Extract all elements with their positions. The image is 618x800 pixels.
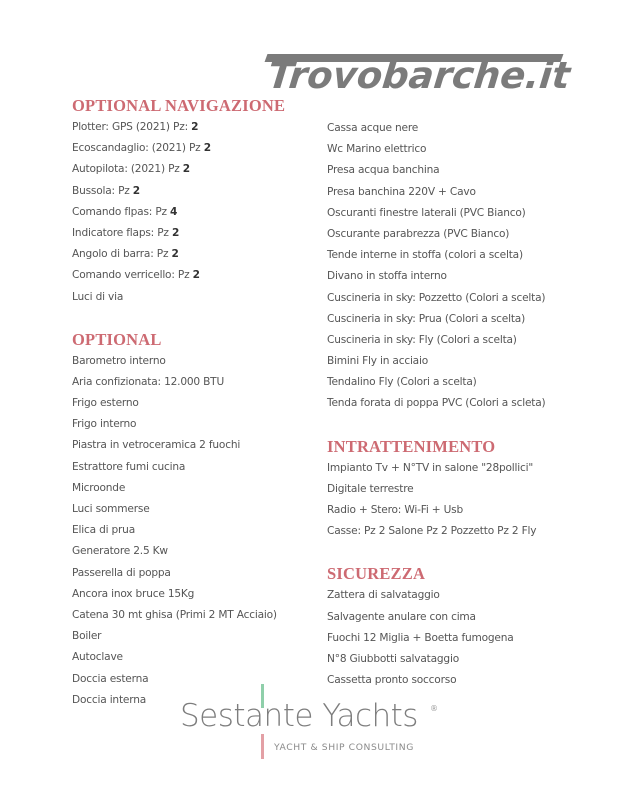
list-item: Barometro interno <box>72 354 166 367</box>
list-item: Plotter: GPS (2021) Pz: 2 <box>72 121 199 133</box>
section-heading-optional: OPTIONAL <box>72 329 162 349</box>
list-item: Estrattore fumi cucina <box>72 460 186 473</box>
list-item: Luci sommerse <box>72 503 150 515</box>
list-item: Luci di via <box>72 290 124 303</box>
section-heading-optional-navigazione: OPTIONAL NAVIGAZIONE <box>72 96 286 115</box>
list-item: Presa banchina 220V + Cavo <box>327 185 476 198</box>
list-item: Cuscineria in sky: Pozzetto (Colori a scelta) <box>327 291 546 304</box>
list-item: Fuochi 12 Miglia + Boetta fumogena <box>327 631 514 644</box>
logo-red-accent <box>261 734 264 759</box>
list-item: Ancora inox bruce 15Kg <box>72 587 195 600</box>
list-item: Bussola: Pz 2 <box>72 184 140 197</box>
list-item: Catena 30 mt ghisa (Primi 2 MT Acciaio) <box>72 608 277 621</box>
section-gap <box>72 308 285 329</box>
list-item: Microonde <box>72 481 126 494</box>
list-item: Wc Marino elettrico <box>327 143 427 156</box>
list-item: Doccia esterna <box>72 672 149 685</box>
list-item: Cuscineria in sky: Fly (Colori a scelta) <box>327 333 517 346</box>
list-item: Oscurante parabrezza (PVC Bianco) <box>327 227 510 240</box>
list-item: Impianto Tv + N°TV in salone "28pollici" <box>327 461 534 474</box>
list-item: Generatore 2.5 Kw <box>72 545 168 558</box>
left-column <box>72 95 285 711</box>
list-item: Frigo interno <box>72 418 137 431</box>
list-item: Passerella di poppa <box>72 566 171 579</box>
list-item: Tende interne in stoffa (colori a scelta) <box>327 249 523 262</box>
registered-mark: ® <box>430 704 438 713</box>
intrattenimento-list <box>327 458 545 543</box>
list-item: Autopilota: (2021) Pz 2 <box>72 163 190 176</box>
list-item: Comando flpas: Pz 4 <box>72 205 178 218</box>
list-item: Cassa acque nere <box>327 122 419 134</box>
list-item: Bimini Fly in acciaio <box>327 355 428 368</box>
right-column <box>327 118 545 691</box>
list-item: Boiler <box>72 630 102 643</box>
list-item: Presa acqua banchina <box>327 164 440 177</box>
list-item: Salvagente anulare con cima <box>327 610 476 623</box>
sestante-yachts-logo <box>180 684 470 764</box>
optional-navigazione-list <box>72 117 285 308</box>
logo-text: Trovobarche.it <box>265 54 573 97</box>
list-item: Tenda forata di poppa PVC (Colori a scleta) <box>327 397 546 410</box>
list-item: Piastra in vetroceramica 2 fuochi <box>72 439 241 452</box>
section-gap <box>327 415 545 436</box>
list-item: Cassetta pronto soccorso <box>327 674 457 687</box>
list-item: Cuscineria in sky: Prua (Colori a scelta) <box>327 312 525 325</box>
list-item: Angolo di barra: Pz 2 <box>72 248 179 261</box>
section-heading-intrattenimento: INTRATTENIMENTO <box>327 436 496 456</box>
list-item: Ecoscandaglio: (2021) Pz 2 <box>72 142 211 155</box>
list-item: Comando verricello: Pz 2 <box>72 269 200 282</box>
list-item: Oscuranti finestre laterali (PVC Bianco) <box>327 206 526 219</box>
list-item: Divano in stoffa interno <box>327 270 447 283</box>
list-item: Zattera di salvataggio <box>327 589 440 602</box>
company-tagline: YACHT & SHIP CONSULTING <box>274 742 414 753</box>
list-item: Elica di prua <box>72 524 135 537</box>
trovobarche-logo <box>265 52 573 97</box>
section-heading-sicurezza: SICUREZZA <box>327 564 426 584</box>
list-item: Casse: Pz 2 Salone Pz 2 Pozzetto Pz 2 Fly <box>327 525 537 538</box>
list-item: Autoclave <box>72 651 123 664</box>
list-item: Indicatore flaps: Pz 2 <box>72 226 180 239</box>
company-name: Sestante Yachts <box>180 698 418 734</box>
list-item: Doccia interna <box>72 693 146 706</box>
list-item: Frigo esterno <box>72 397 139 410</box>
section-gap <box>327 542 545 563</box>
sicurezza-list <box>327 585 545 691</box>
list-item: Tendalino Fly (Colori a scelta) <box>327 376 477 389</box>
optional-list <box>72 351 285 711</box>
list-item: Digitale terrestre <box>327 482 414 495</box>
list-item: Radio + Stero: Wi-Fi + Usb <box>327 504 463 516</box>
optional-continued-list <box>327 118 545 415</box>
list-item: Aria confizionata: 12.000 BTU <box>72 375 224 388</box>
list-item: N°8 Giubbotti salvataggio <box>327 652 459 665</box>
